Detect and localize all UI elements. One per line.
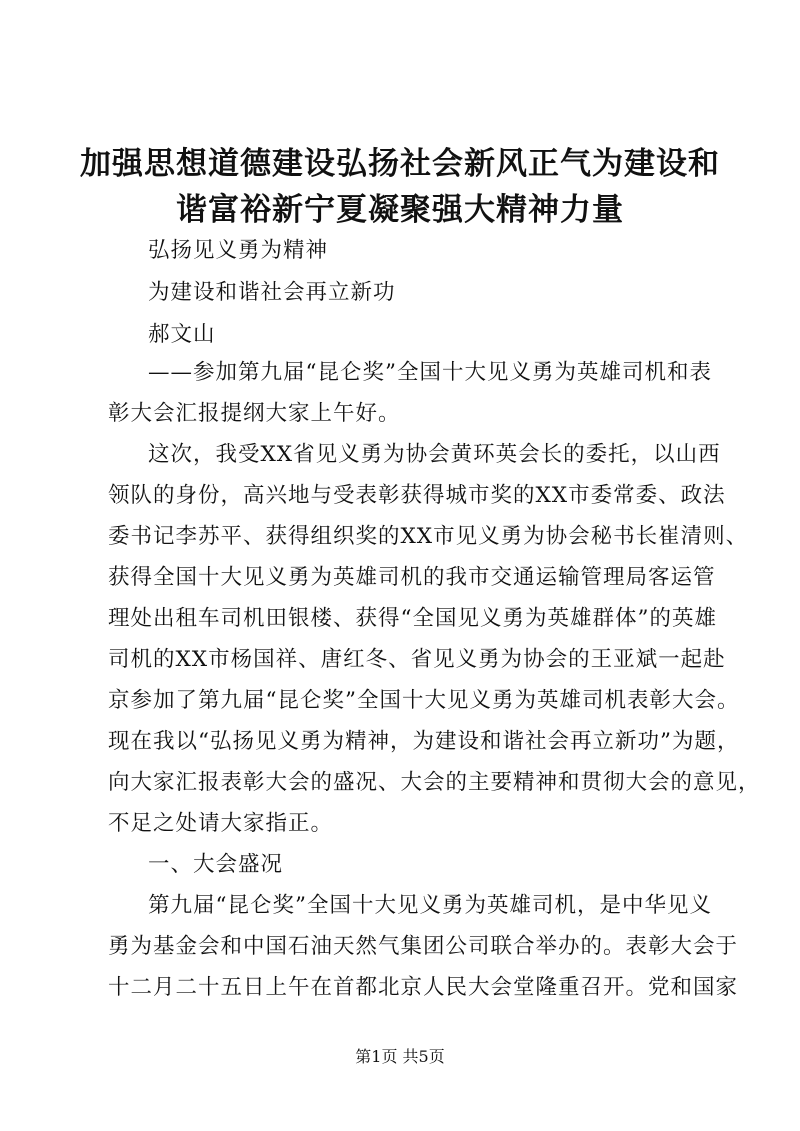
author-name: 郝文山 bbox=[148, 322, 216, 347]
intro-line: ——参加第九届“昆仑奖”全国十大见义勇为英雄司机和表 bbox=[148, 360, 712, 385]
section-heading: 一、大会盛况 bbox=[148, 852, 284, 877]
paragraph-line: 领队的身份，高兴地与受表彰获得城市奖的XX市委常委、政法 bbox=[108, 483, 726, 508]
paragraph-line: 勇为基金会和中国石油天然气集团公司联合举办的。表彰大会于 bbox=[108, 934, 739, 959]
paragraph-line: 十二月二十五日上午在首都北京人民大会堂隆重召开。党和国家 bbox=[108, 975, 739, 1000]
document-title-line-2: 谐富裕新宁夏凝聚强大精神力量 bbox=[176, 192, 624, 228]
paragraph-line: 第九届“昆仑奖”全国十大见义勇为英雄司机，是中华见义 bbox=[148, 893, 712, 918]
paragraph-line: 京参加了第九届“昆仑奖”全国十大见义勇为英雄司机表彰大会。 bbox=[108, 688, 740, 713]
document-title-line-1: 加强思想道德建设弘扬社会新风正气为建设和 bbox=[80, 146, 720, 182]
paragraph-line: 理处出租车司机田银楼、获得“全国见义勇为英雄群体”的英雄 bbox=[108, 606, 717, 631]
paragraph-line: 委书记李苏平、获得组织奖的XX市见义勇为协会秘书长崔清则、 bbox=[108, 524, 749, 549]
subtitle-line-1: 弘扬见义勇为精神 bbox=[148, 238, 329, 263]
paragraph-line: 向大家汇报表彰大会的盛况、大会的主要精神和贯彻大会的意见， bbox=[108, 770, 761, 795]
intro-line: 彰大会汇报提纲大家上午好。 bbox=[108, 401, 401, 426]
paragraph-line: 司机的XX市杨国祥、唐红冬、省见义勇为协会的王亚斌一起赴 bbox=[108, 647, 726, 672]
paragraph-line: 不足之处请大家指正。 bbox=[108, 811, 334, 836]
paragraph-line: 获得全国十大见义勇为英雄司机的我市交通运输管理局客运管 bbox=[108, 565, 716, 590]
page-number-footer: 第1页 共5页 bbox=[355, 1047, 445, 1066]
paragraph-line: 现在我以“弘扬见义勇为精神，为建设和谐社会再立新功”为题， bbox=[108, 729, 740, 754]
subtitle-line-2: 为建设和谐社会再立新功 bbox=[148, 280, 396, 305]
paragraph-line: 这次，我受XX省见义勇为协会黄环英会长的委托，以山西 bbox=[148, 442, 721, 467]
